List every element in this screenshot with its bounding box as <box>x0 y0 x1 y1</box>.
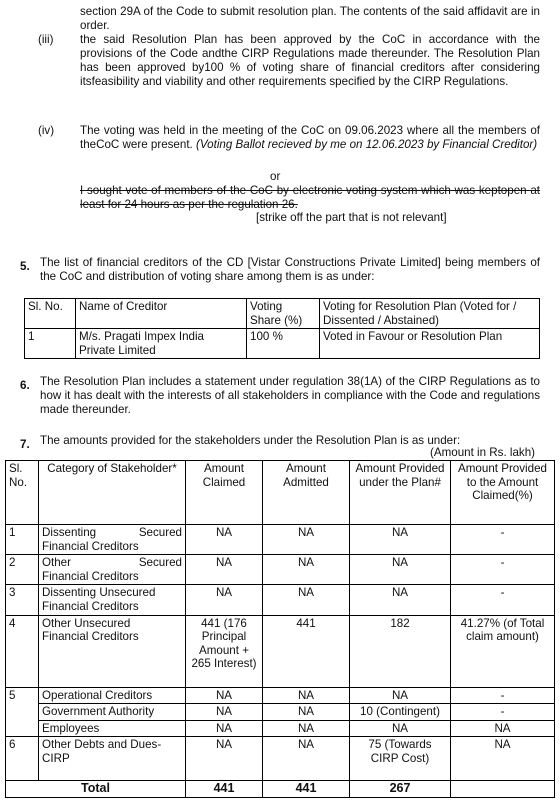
header-amount-admitted: Amount Admitted <box>263 461 350 525</box>
cell-category: Operational Creditors <box>39 687 186 704</box>
cell-sl: 1 <box>6 525 39 555</box>
cell-admitted: NA <box>263 525 350 555</box>
table-row <box>6 704 555 721</box>
sec5-number: 5. <box>20 260 30 273</box>
cell-percent: - <box>451 687 555 704</box>
cell-provided: 75 (Towards CIRP Cost) <box>350 737 451 781</box>
item-iv-main: The voting was held in the meeting of the CoC on 09.06.2023 where all the members of theCoC were present. <box>80 124 540 151</box>
cell-voting-share: 100 % <box>247 329 320 359</box>
table-row <box>6 555 555 585</box>
cell-sl: 4 <box>6 615 39 687</box>
header-sl-no: Sl. No. <box>25 299 76 329</box>
cell-provided: 182 <box>350 615 451 687</box>
item-iii-number: (iii) <box>38 33 54 46</box>
cell-provided: 10 (Contingent) <box>350 704 451 721</box>
cell-category <box>39 585 186 615</box>
amount-unit-note: (Amount in Rs. lakh) <box>430 446 536 459</box>
strike-note: [strike off the part that is not relevant] <box>256 211 447 224</box>
cell-percent: - <box>451 585 555 615</box>
cell-sl-no: 1 <box>25 329 76 359</box>
cell-claimed: NA <box>186 704 263 721</box>
category-part: Secured <box>138 556 182 570</box>
cell-claimed: NA <box>186 720 263 737</box>
stakeholder-amounts-table <box>5 460 555 798</box>
category-part: Financial Creditors <box>42 599 139 613</box>
table-row <box>6 737 555 781</box>
cell-admitted: NA <box>263 555 350 585</box>
category-part: Financial Creditors <box>42 539 139 553</box>
creditors-table <box>24 298 540 359</box>
cell-category: Government Authority <box>39 704 186 721</box>
cell-percent: - <box>451 555 555 585</box>
total-admitted: 441 <box>263 781 350 798</box>
header-voting-decision: Voting for Resolution Plan (Voted for / Dissented / Abstained) <box>320 299 540 329</box>
item-iv-text <box>80 124 540 152</box>
header-creditor-name: Name of Creditor <box>76 299 247 329</box>
cell-admitted: NA <box>263 704 350 721</box>
cell-claimed: NA <box>186 687 263 704</box>
top-paragraph: section 29A of the Code to submit resolution plan. The contents of the said affidavit are in order. <box>80 5 540 32</box>
cell-admitted: 441 <box>263 615 350 687</box>
sec5-text: The list of financial creditors of the CD [Vistar Constructions Private Limited] being members of the CoC and distribution of voting share among them is as under: <box>40 256 540 283</box>
category-part: Financial Creditors <box>42 630 139 644</box>
cell-percent: - <box>451 525 555 555</box>
cell-category <box>39 555 186 585</box>
total-percent-empty <box>451 781 555 798</box>
cell-admitted: NA <box>263 687 350 704</box>
item-iii-text: the said Resolution Plan has been approved by the CoC in accordance with the provisions of the Code andthe CIRP Regulations made thereunder. The Resolution Plan has been approved by100 % of voting share of financial creditors after considering itsfeasibility and viability and other requirements specified by the CIRP Regulations. <box>80 33 540 88</box>
table-row <box>6 720 555 737</box>
header-voting-share: Voting Share (%) <box>247 299 320 329</box>
cell-claimed: NA <box>186 585 263 615</box>
cell-creditor-name: M/s. Pragati Impex India Private Limited <box>76 329 247 359</box>
cell-sl: 2 <box>6 555 39 585</box>
item-iv-note: (Voting Ballot recieved by me on 12.06.2023 by Financial Creditor) <box>196 138 538 151</box>
struck-text: I sought vote of members of the CoC by electronic voting system which was keptopen at least for 24 hours as per the regulation 26. <box>80 184 540 211</box>
cell-percent: 41.27% (of Total claim amount) <box>451 615 555 687</box>
table-row <box>6 585 555 615</box>
cell-provided: NA <box>350 585 451 615</box>
cell-sl: 6 <box>6 737 39 781</box>
table-row <box>6 615 555 687</box>
cell-claimed: NA <box>186 555 263 585</box>
header-category: Category of Stakeholder* <box>39 461 186 525</box>
cell-category <box>39 615 186 687</box>
cell-provided: NA <box>350 555 451 585</box>
amounts-table-header <box>6 461 555 525</box>
total-claimed: 441 <box>186 781 263 798</box>
cell-admitted: NA <box>263 720 350 737</box>
cell-provided: NA <box>350 720 451 737</box>
cell-sl: 5 <box>6 687 39 737</box>
sec7-text: The amounts provided for the stakeholders under the Resolution Plan is as under: <box>40 434 461 447</box>
sec6-number: 6. <box>20 379 30 392</box>
item-iv-number: (iv) <box>38 124 55 137</box>
total-row <box>6 781 555 798</box>
sec7-number: 7. <box>20 438 30 451</box>
cell-provided: NA <box>350 687 451 704</box>
category-part: Other <box>42 556 71 570</box>
cell-claimed: 441 (176 Principal Amount + 265 Interest) <box>186 615 263 687</box>
table-row <box>6 525 555 555</box>
cell-percent: - <box>451 704 555 721</box>
category-part: Dissenting <box>42 526 97 539</box>
table-row <box>6 687 555 704</box>
category-part: Dissenting Unsecured <box>42 586 156 600</box>
cell-category: Other Debts and Dues-CIRP <box>39 737 186 781</box>
cell-percent: NA <box>451 737 555 781</box>
sec6-text: The Resolution Plan includes a statement under regulation 38(1A) of the CIRP Regulations as to how it has dealt with the interests of all stakeholders in compliance with the Code and regulations made thereunder. <box>40 375 540 416</box>
cell-provided: NA <box>350 525 451 555</box>
cell-claimed: NA <box>186 525 263 555</box>
category-part: Other Unsecured <box>42 616 131 630</box>
cell-category: Employees <box>39 720 186 737</box>
cell-admitted: NA <box>263 585 350 615</box>
or-text: or <box>270 170 281 183</box>
cell-sl: 3 <box>6 585 39 615</box>
cell-category <box>39 525 186 555</box>
header-sl-no: Sl. No. <box>6 461 39 525</box>
total-provided: 267 <box>350 781 451 798</box>
cell-voting-decision: Voted in Favour or Resolution Plan <box>320 329 540 359</box>
table-row <box>25 329 540 359</box>
cell-percent: NA <box>451 720 555 737</box>
creditors-table-header <box>25 299 540 329</box>
category-part: Financial Creditors <box>42 569 139 583</box>
cell-claimed: NA <box>186 737 263 781</box>
category-part: Secured <box>138 526 182 539</box>
header-amount-claimed: Amount Claimed <box>186 461 263 525</box>
header-amount-provided: Amount Provided under the Plan# <box>350 461 451 525</box>
header-amount-percent: Amount Provided to the Amount Claimed(%) <box>451 461 555 525</box>
total-label: Total <box>6 781 186 798</box>
cell-admitted: NA <box>263 737 350 781</box>
